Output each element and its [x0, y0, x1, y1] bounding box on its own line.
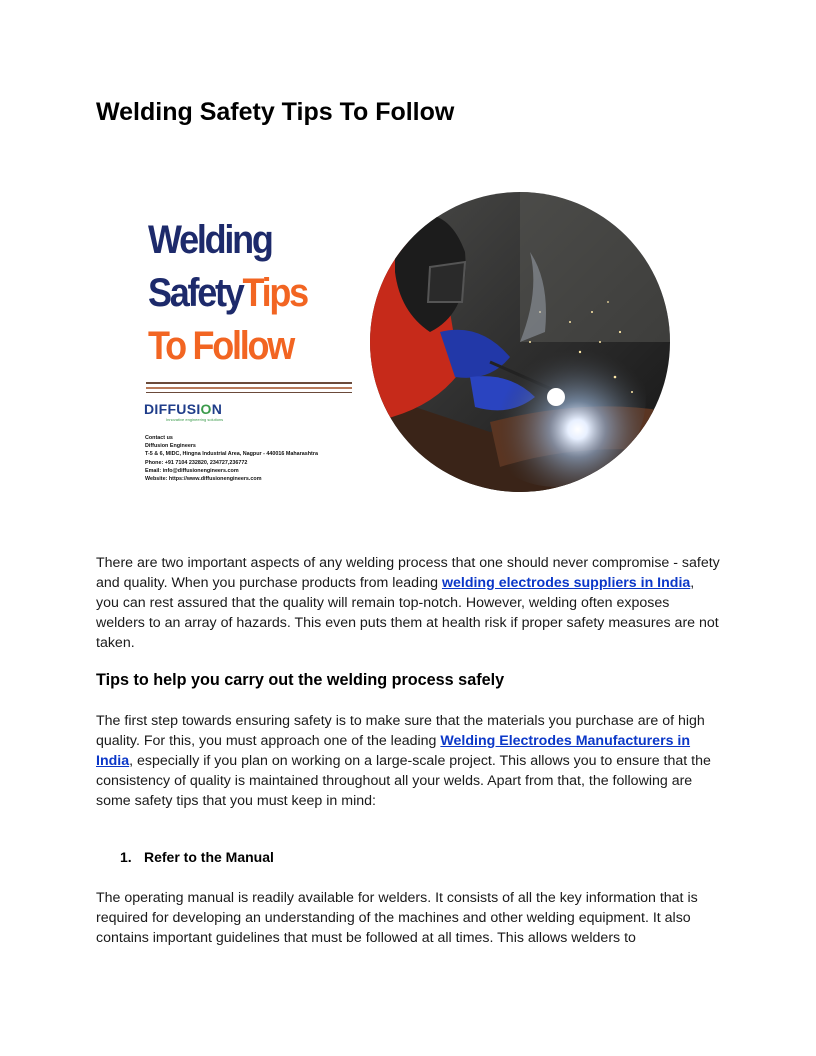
banner-title-tips: Tips: [242, 271, 307, 315]
contact-line: Phone: +91 7104 232820, 234727,236772: [145, 459, 248, 466]
logo-text: DIFFUSI: [144, 401, 201, 417]
logo-text-end: N: [211, 401, 223, 417]
page-title: Welding Safety Tips To Follow: [96, 98, 455, 126]
welder-photo: [370, 192, 670, 492]
logo-tagline: Innovative engineering solutions: [166, 417, 224, 422]
banner-image: [140, 190, 675, 495]
contact-line: Diffusion Engineers: [145, 443, 196, 450]
welder-illustration: [370, 192, 670, 492]
contact-line: Contact us: [145, 435, 173, 441]
banner-divider: [146, 387, 352, 389]
contact-line: T-5 & 6, MIDC, Hingna Industrial Area, Nagpur - 440016 Maharashtra: [145, 451, 318, 458]
manual-paragraph: The operating manual is readily available for welders. It consists of all the key information that is required for developing an understanding of the machines and other welding equipment. It also contains important guidelines that must be followed at all times. This allows welders to: [96, 890, 698, 946]
list-item: [120, 849, 274, 865]
banner-divider: [146, 392, 352, 393]
intro-text: There are two important aspects of any welding process that one should never compromise - safety and quality. When you purchase products from leading: [96, 555, 720, 591]
welding-electrodes-suppliers-link[interactable]: welding electrodes suppliers in India: [441, 575, 691, 591]
contact-block: [145, 434, 318, 483]
banner-title-line1: Welding: [148, 218, 272, 262]
section-heading: Tips to help you carry out the welding process safely: [96, 671, 505, 689]
banner-title-safety: Safety: [148, 271, 243, 315]
banner-divider: [146, 382, 352, 384]
section-paragraph: [96, 711, 720, 811]
banner-title-line3: To Follow: [148, 324, 294, 368]
intro-paragraph: [96, 553, 720, 653]
welding-electrodes-manufacturers-link[interactable]: Welding Electrodes Manufacturers in India: [96, 733, 691, 769]
contact-line: Email: info@diffusionengineers.com: [145, 467, 239, 474]
company-logo: [144, 401, 223, 422]
intro-text-continued: , you can rest assured that the quality will remain top-notch. However, welding often exposes welders to an array of hazards. This even puts them at health risk if proper safety measures are not taken.: [96, 575, 719, 651]
banner-title: [148, 214, 307, 373]
list-item-title: Refer to the Manual: [144, 849, 274, 865]
list-item-number: 1.: [120, 849, 132, 865]
section-text: The first step towards ensuring safety is to make sure that the materials you purchase are of high quality. For this, you must approach one of the leading: [96, 713, 705, 749]
logo-globe-icon: O: [200, 401, 212, 417]
section-text-continued: , especially if you plan on working on a large-scale project. This allows you to ensure that the consistency of quality is maintained throughout all your welds. Apart from that, the following are some safety tips that you must keep in mind:: [96, 753, 711, 809]
contact-line: Website: https://www.diffusionengineers.com: [145, 476, 262, 483]
